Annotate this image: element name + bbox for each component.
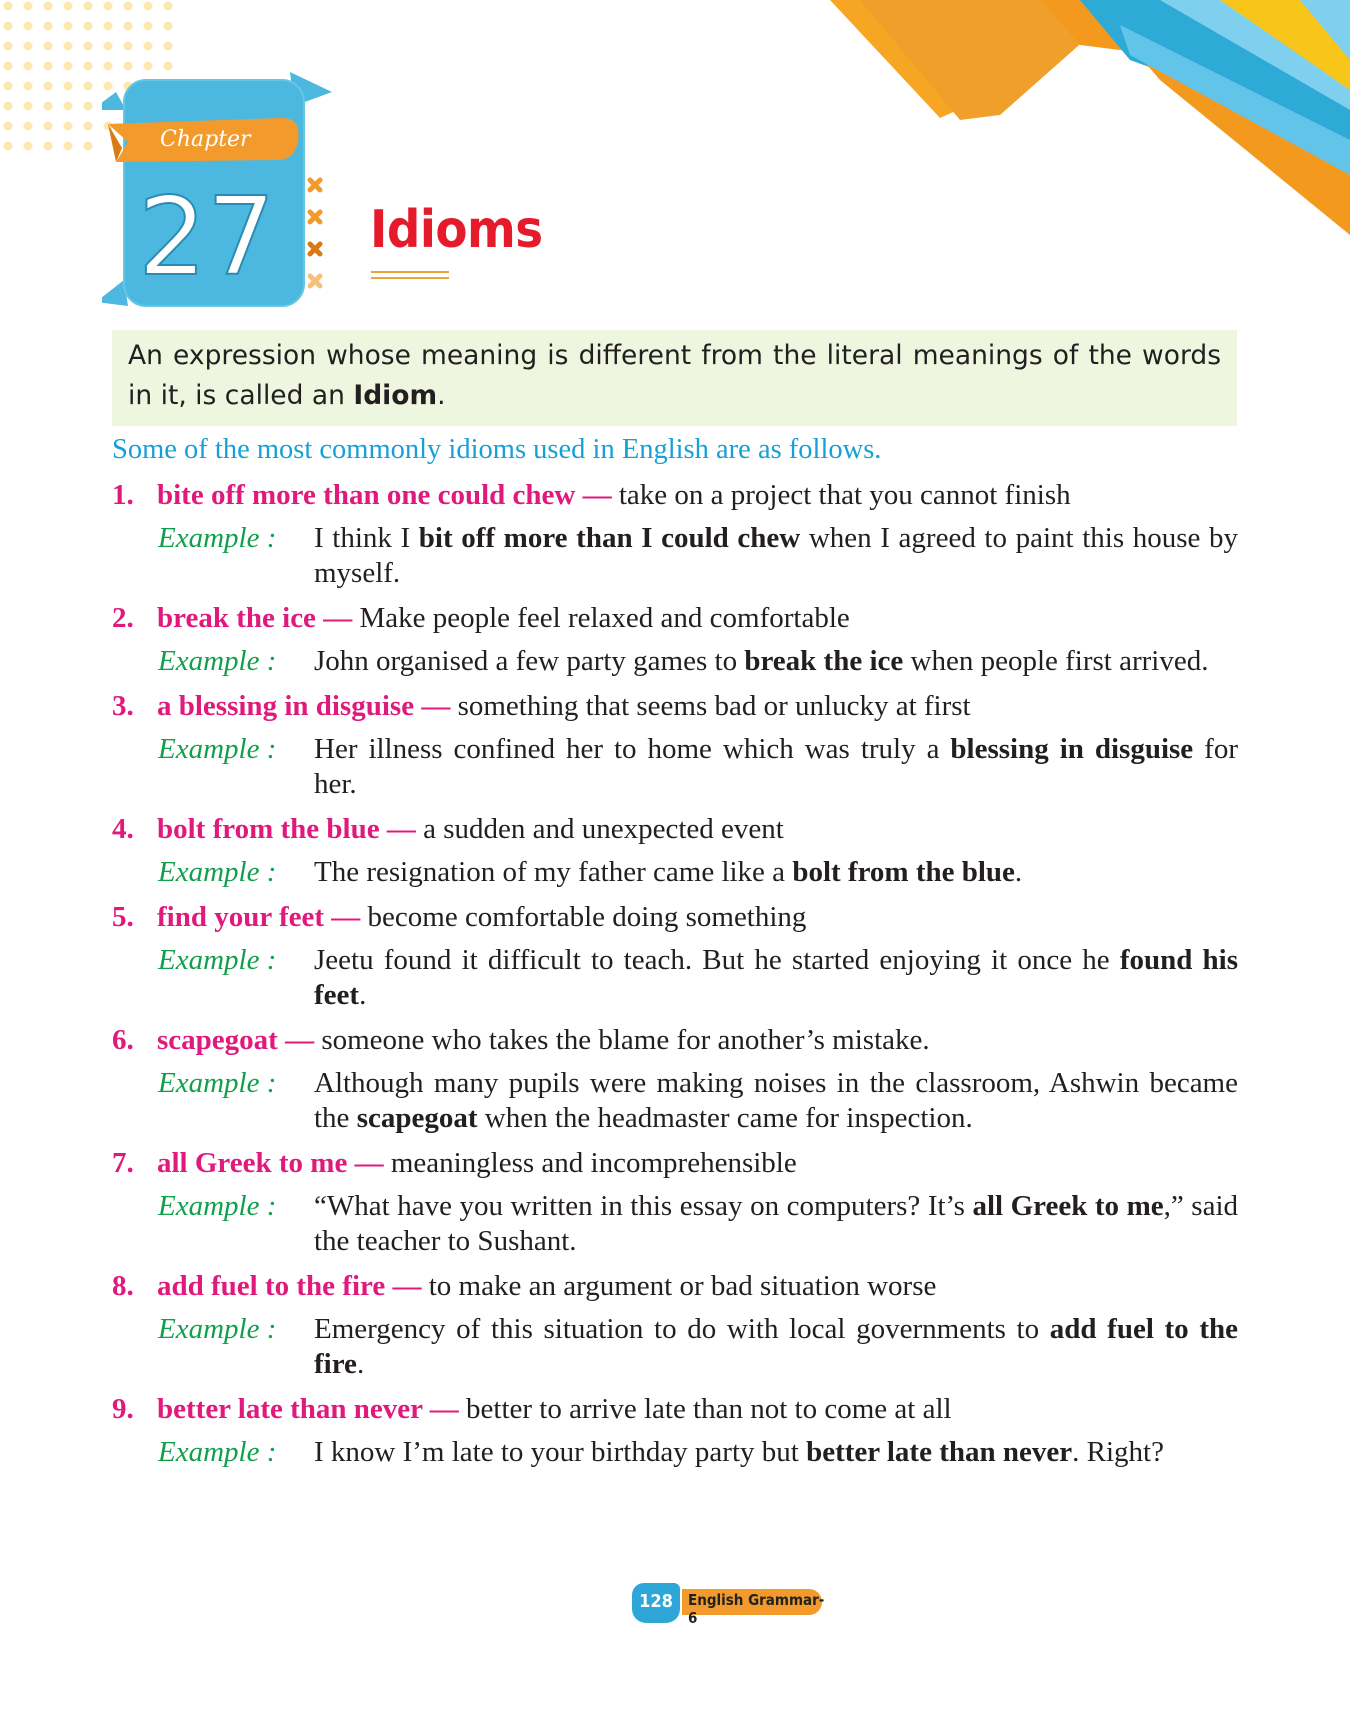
example-sentence <box>314 1066 1238 1136</box>
example-idiom-highlight: blessing in disguise <box>950 733 1194 765</box>
idiom-number: 9. <box>112 1393 134 1425</box>
idiom-example <box>112 1435 1238 1470</box>
decor-dot <box>84 62 93 71</box>
idiom-dash: — <box>414 690 458 722</box>
idiom-number: 4. <box>112 813 134 845</box>
decor-dot <box>144 42 153 51</box>
example-text: ,” said the teacher to Sushant. <box>314 1190 1238 1257</box>
idiom-meaning: a sudden and unexpected event <box>423 813 784 845</box>
example-text: I think I <box>314 522 419 554</box>
decor-dot <box>64 62 73 71</box>
chapter-title: Idioms <box>370 200 543 260</box>
decor-dot <box>124 2 133 11</box>
idiom-example <box>112 1066 1238 1136</box>
corner-shapes-decoration <box>830 0 1350 240</box>
decor-dot <box>64 2 73 11</box>
idiom-definition <box>112 1390 1238 1428</box>
example-idiom-highlight: scapegoat <box>356 1102 478 1134</box>
idiom-meaning: to make an argument or bad situation worse <box>428 1270 937 1302</box>
idiom-number: 7. <box>112 1147 134 1179</box>
example-label: Example : <box>158 856 277 888</box>
decor-dot <box>104 42 113 51</box>
example-label: Example : <box>158 733 277 765</box>
cross-marks-decoration <box>310 180 320 286</box>
decor-dot <box>44 42 53 51</box>
idiom-definition <box>112 687 1238 725</box>
idiom-item <box>112 476 1238 591</box>
idiom-example <box>112 644 1238 679</box>
idiom-example <box>112 1189 1238 1259</box>
decor-dot <box>84 82 93 91</box>
idiom-phrase: scapegoat <box>157 1024 278 1056</box>
idiom-item <box>112 898 1238 1013</box>
page-number: 128 <box>639 1591 673 1612</box>
idiom-list <box>112 476 1238 1478</box>
idiom-dash: — <box>385 1270 429 1302</box>
example-text: . <box>356 1348 365 1380</box>
definition-text: An expression whose meaning is different from the literal meanings of the words in it, is called an <box>128 340 1221 411</box>
idiom-number: 2. <box>112 602 134 634</box>
example-text: when the headmaster came for inspection. <box>477 1102 973 1134</box>
example-sentence <box>314 521 1238 591</box>
idiom-definition <box>112 1021 1238 1059</box>
decor-dot <box>24 2 33 11</box>
idiom-number: 1. <box>112 479 134 511</box>
example-idiom-highlight: bolt from the blue <box>792 856 1015 888</box>
idiom-phrase: add fuel to the fire <box>157 1270 386 1302</box>
example-text: . <box>359 979 367 1011</box>
example-label: Example : <box>158 944 277 976</box>
decor-dot <box>4 2 13 11</box>
decor-dot <box>24 102 33 111</box>
decor-dot <box>144 22 153 31</box>
definition-box <box>112 330 1237 426</box>
idiom-dash: — <box>347 1147 391 1179</box>
decor-dot <box>84 142 93 151</box>
example-text: for her. <box>314 733 1238 800</box>
decor-dot <box>24 62 33 71</box>
example-sentence <box>314 1189 1238 1259</box>
book-title: English Grammar-6 <box>688 1591 825 1627</box>
example-text: Although many pupils were making noises in the classroom, Ashwin became the <box>314 1067 1238 1134</box>
example-idiom-highlight: all Greek to me <box>972 1190 1164 1222</box>
idiom-phrase: break the ice <box>157 602 316 634</box>
idiom-meaning: become comfortable doing something <box>367 901 807 933</box>
example-text: “What have you written in this essay on computers? It’s <box>314 1190 973 1222</box>
idiom-definition <box>112 810 1238 848</box>
idiom-phrase: bite off more than one could chew <box>157 479 576 511</box>
example-idiom-highlight: break the ice <box>744 645 904 677</box>
idiom-number: 3. <box>112 690 134 722</box>
decor-dot <box>84 122 93 131</box>
idiom-phrase: find your feet <box>157 901 325 933</box>
decor-dot <box>104 22 113 31</box>
example-sentence <box>314 943 1238 1013</box>
example-idiom-highlight: add fuel to the fire <box>314 1313 1238 1380</box>
example-label: Example : <box>158 1436 277 1468</box>
example-text: Her illness confined her to home which was truly a <box>314 733 951 765</box>
example-text: The resignation of my father came like a <box>314 856 793 888</box>
decor-dot <box>4 142 13 151</box>
decor-dot <box>84 102 93 111</box>
definition-term: Idiom <box>353 380 438 411</box>
chapter-badge <box>102 62 372 322</box>
example-label: Example : <box>158 1190 277 1222</box>
idiom-phrase: bolt from the blue <box>157 813 380 845</box>
example-label: Example : <box>158 645 277 677</box>
idiom-example <box>112 855 1238 890</box>
idiom-example <box>112 1312 1238 1382</box>
decor-dot <box>64 122 73 131</box>
idiom-example <box>112 732 1238 802</box>
decor-dot <box>24 82 33 91</box>
decor-dot <box>64 42 73 51</box>
idiom-meaning: better to arrive late than not to come at all <box>466 1393 952 1425</box>
idiom-number: 8. <box>112 1270 134 1302</box>
example-text: . <box>1014 856 1023 888</box>
idiom-dash: — <box>422 1393 467 1425</box>
idiom-definition <box>112 1267 1238 1305</box>
decor-dot <box>4 62 13 71</box>
decor-dot <box>44 142 53 151</box>
decor-dot <box>84 2 93 11</box>
example-idiom-highlight: bit off more than I could chew <box>418 522 801 554</box>
example-text: when people first arrived. <box>903 645 1209 677</box>
idiom-definition <box>112 898 1238 936</box>
decor-dot <box>44 22 53 31</box>
decor-dot <box>44 2 53 11</box>
decor-dot <box>44 122 53 131</box>
example-text: Emergency of this situation to do with local governments to <box>314 1313 1050 1345</box>
idiom-item <box>112 687 1238 802</box>
idiom-dash: — <box>379 813 424 845</box>
example-idiom-highlight: better late than never <box>806 1436 1073 1468</box>
idiom-meaning: Make people feel relaxed and comfortable <box>359 602 850 634</box>
decor-dot <box>144 2 153 11</box>
decor-dot <box>124 22 133 31</box>
idiom-item <box>112 1390 1238 1470</box>
example-text: . Right? <box>1072 1436 1164 1468</box>
decor-dot <box>164 2 173 11</box>
idiom-phrase: all Greek to me <box>157 1147 348 1179</box>
example-text: I know I’m late to your birthday party but <box>314 1436 807 1468</box>
example-label: Example : <box>158 522 277 554</box>
idiom-number: 5. <box>112 901 134 933</box>
decor-dot <box>24 122 33 131</box>
chapter-label: Chapter <box>160 127 251 152</box>
idiom-phrase: better late than never <box>157 1393 423 1425</box>
decor-dot <box>4 22 13 31</box>
idiom-definition <box>112 599 1238 637</box>
page-footer <box>632 1583 832 1627</box>
idiom-item <box>112 1021 1238 1136</box>
idiom-meaning: someone who takes the blame for another’s mistake. <box>321 1024 930 1056</box>
example-sentence <box>314 644 1238 679</box>
decor-dot <box>24 42 33 51</box>
decor-dot <box>104 2 113 11</box>
decor-dot <box>164 42 173 51</box>
idiom-example <box>112 943 1238 1013</box>
decor-dot <box>64 102 73 111</box>
idiom-meaning: meaningless and incomprehensible <box>390 1147 797 1179</box>
idiom-dash: — <box>277 1024 322 1056</box>
idiom-item <box>112 599 1238 679</box>
idiom-dash: — <box>324 901 368 933</box>
decor-dot <box>24 142 33 151</box>
idiom-meaning: something that seems bad or unlucky at first <box>457 690 971 722</box>
definition-end: . <box>437 380 446 411</box>
chapter-number: 27 <box>138 175 276 300</box>
decor-dot <box>84 22 93 31</box>
decor-dot <box>64 142 73 151</box>
idiom-definition <box>112 1144 1238 1182</box>
decor-dot <box>44 82 53 91</box>
idiom-dash: — <box>575 479 619 511</box>
idiom-number: 6. <box>112 1024 134 1056</box>
decor-dot <box>64 82 73 91</box>
idiom-item <box>112 1144 1238 1259</box>
example-text: John organised a few party games to <box>314 645 745 677</box>
idiom-phrase: a blessing in disguise <box>157 690 415 722</box>
decor-dot <box>124 42 133 51</box>
title-underline <box>371 271 449 283</box>
decor-dot <box>4 102 13 111</box>
example-sentence <box>314 1312 1238 1382</box>
example-text: when I agreed to paint this house by myself. <box>314 522 1238 589</box>
example-label: Example : <box>158 1313 277 1345</box>
idiom-dash: — <box>315 602 360 634</box>
idiom-definition <box>112 476 1238 514</box>
decor-dot <box>4 122 13 131</box>
decor-dot <box>4 82 13 91</box>
idiom-item <box>112 1267 1238 1382</box>
example-idiom-highlight: found his feet <box>314 944 1239 1011</box>
decor-dot <box>44 102 53 111</box>
example-label: Example : <box>158 1067 277 1099</box>
example-sentence <box>314 1435 1238 1470</box>
decor-dot <box>84 42 93 51</box>
idiom-example <box>112 521 1238 591</box>
example-text: Jeetu found it difficult to teach. But he started enjoying it once he <box>314 944 1120 976</box>
decor-dot <box>4 42 13 51</box>
idiom-item <box>112 810 1238 890</box>
decor-dot <box>44 62 53 71</box>
example-sentence <box>314 732 1238 802</box>
example-sentence <box>314 855 1238 890</box>
decor-dot <box>64 22 73 31</box>
decor-dot <box>24 22 33 31</box>
intro-text: Some of the most commonly idioms used in English are as follows. <box>112 434 882 465</box>
decor-dot <box>164 22 173 31</box>
idiom-meaning: take on a project that you cannot finish <box>618 479 1071 511</box>
